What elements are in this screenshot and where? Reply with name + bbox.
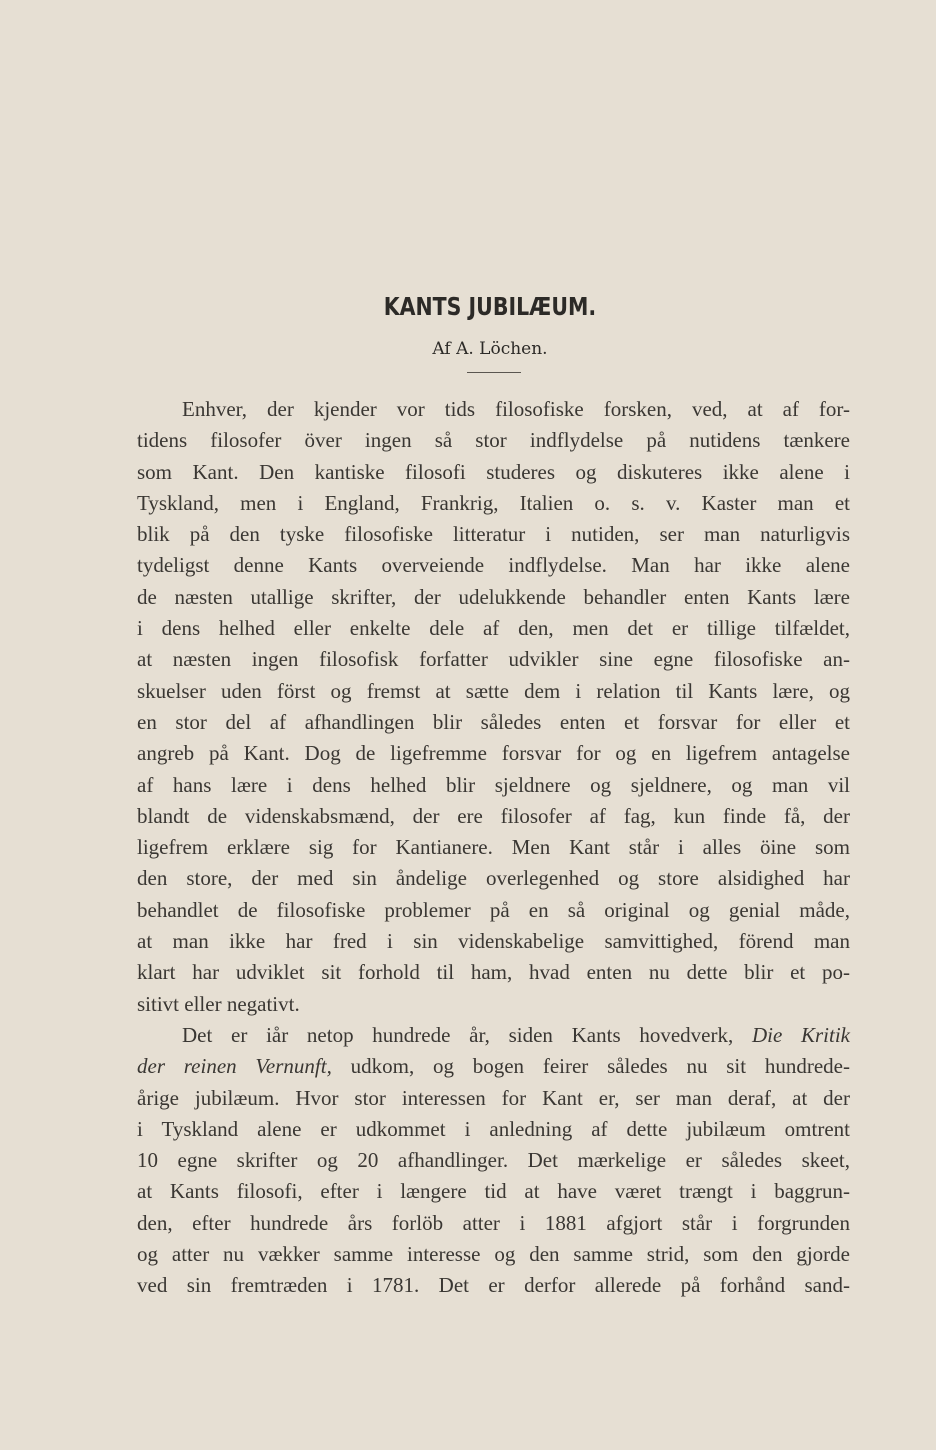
text-line: tidens filosofer över ingen så stor indflydelse på nutidens tænkere [137,428,850,453]
text-segment: Det er iår netop hundrede år, siden Kants hovedverk, [182,1022,734,1047]
text-line: blandt de videnskabsmænd, der ere filosofer af fag, kun finde få, der [137,803,850,828]
text-line: en stor del af afhandlingen blir således enten et forsvar for eller et [137,709,850,734]
text-line: Enhver, der kjender vor tids filosofiske forsken, ved, at af for- [182,397,850,421]
text-line: blik på den tyske filosofiske litteratur i nutiden, ser man naturligvis [137,522,850,547]
italic-book-title: der reinen Vernunft, [137,1054,332,1079]
text-line: at man ikke har fred i sin videnskabelige samvittighed, förend man [137,929,850,954]
italic-book-title: Die Kritik [751,1022,850,1047]
text-line: sitivt eller negativt. [137,991,300,1016]
article-title: KANTS JUBILÆUM. [383,292,597,321]
text-line: de næsten utallige skrifter, der udelukkende behandler enten Kants lære [137,584,850,609]
text-line: af hans lære i dens helhed blir sjeldnere og sjeldnere, og man vil [137,772,850,797]
text-line: at næsten ingen filosofisk forfatter udvikler sine egne filosofiske an- [137,647,850,672]
title-divider [467,372,521,373]
text-line: klart har udviklet sit forhold til ham, hvad enten nu dette blir et po- [137,960,850,985]
text-segment: udkom, og bogen feirer således nu sit hundrede- [350,1054,850,1079]
article-byline: Af A. Löchen. [432,339,548,359]
text-line: årige jubilæum. Hvor stor interessen for Kant er, ser man deraf, at der [137,1085,850,1110]
text-line: ligefrem erklære sig for Kantianere. Men Kant står i alles öine som [137,835,850,860]
text-line: at Kants filosofi, efter i længere tid at have været trængt i baggrun- [137,1179,850,1204]
text-line [137,1051,850,1082]
text-line: den, efter hundrede års forlöb atter i 1881 afgjort står i forgrunden [137,1210,850,1235]
text-line: ved sin fremtræden i 1781. Det er derfor allerede på forhånd sand- [137,1273,850,1298]
text-line: den store, der med sin åndelige overlegenhed og store alsidighed har [137,866,850,891]
text-line: i dens helhed eller enkelte dele af den, men det er tillige tilfældet, [137,616,850,641]
text-line [137,1020,850,1051]
text-line: angreb på Kant. Dog de ligefremme forsvar for og en ligefrem antagelse [137,741,850,766]
text-line: skuelser uden först og fremst at sætte dem i relation til Kants lære, og [137,678,850,703]
text-line: 10 egne skrifter og 20 afhandlinger. Det mærkelige er således skeet, [137,1148,850,1173]
article-body [137,394,850,1302]
text-line: behandlet de filosofiske problemer på en så original og genial måde, [137,897,850,922]
text-line: som Kant. Den kantiske filosofi studeres og diskuteres ikke alene i [137,459,850,484]
text-line: tydeligst denne Kants overveiende indflydelse. Man har ikke alene [137,553,850,578]
text-line: og atter nu vækker samme interesse og den samme strid, som den gjorde [137,1242,850,1267]
text-line: Tyskland, men i England, Frankrig, Italien o. s. v. Kaster man et [137,490,850,515]
text-line: i Tyskland alene er udkommet i anledning af dette jubilæum omtrent [137,1116,850,1141]
